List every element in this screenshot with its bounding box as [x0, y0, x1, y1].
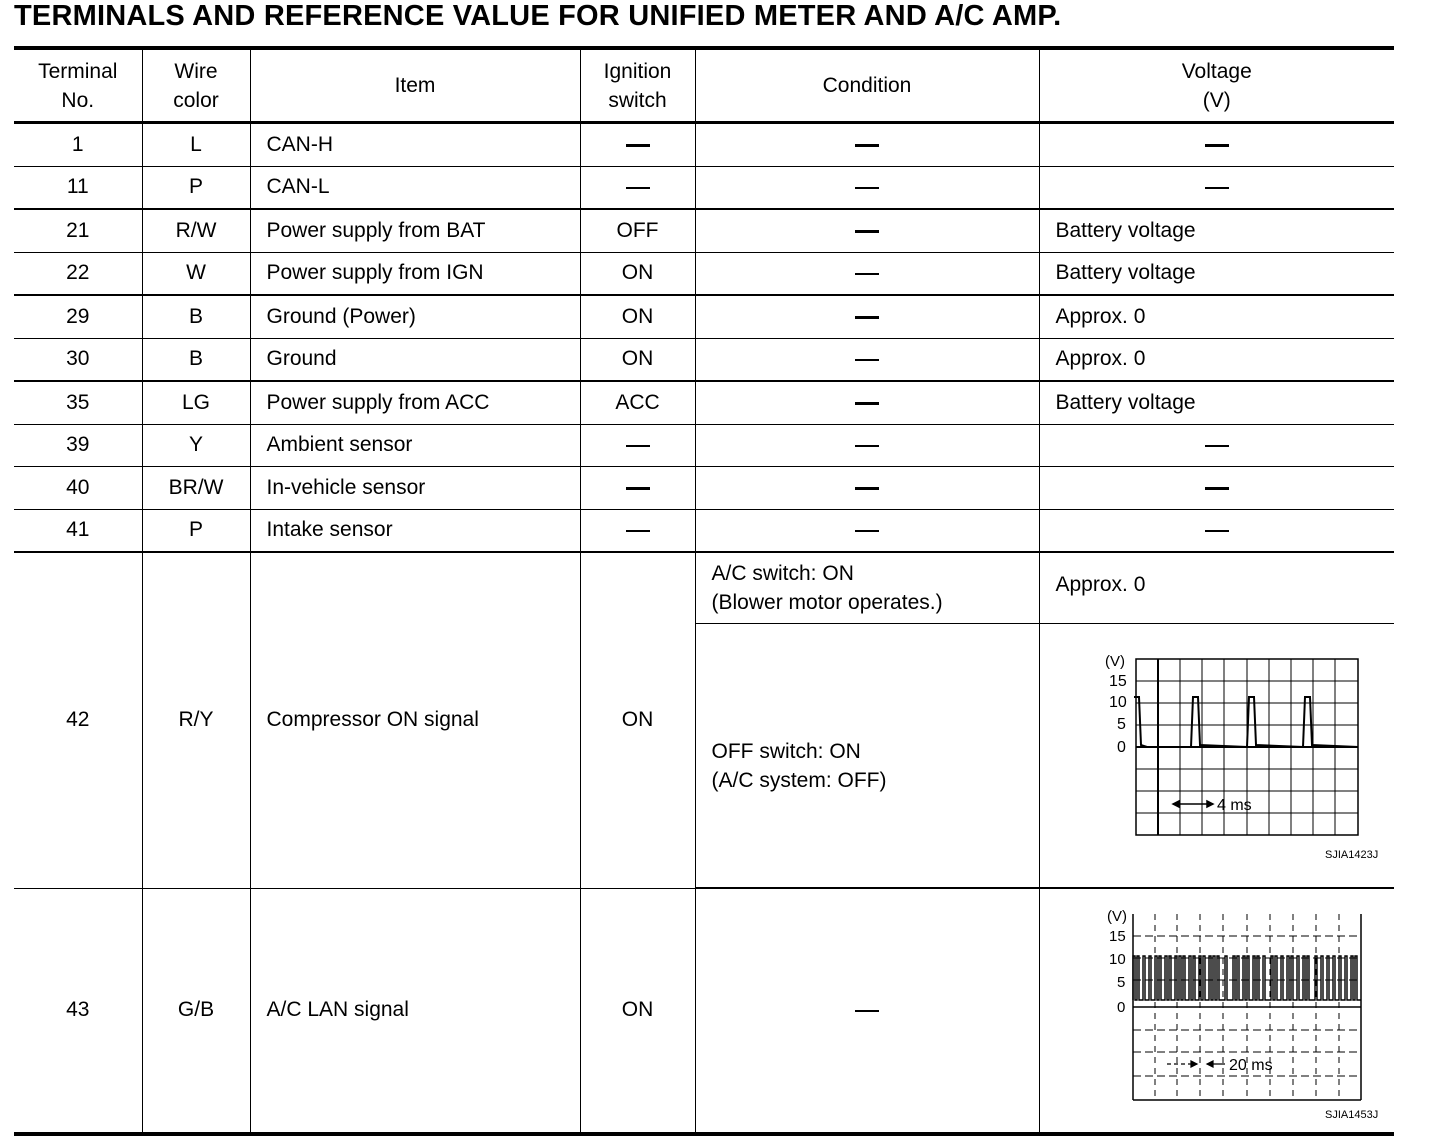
terminal-no: 35: [14, 381, 142, 424]
dash-mark: [855, 187, 879, 189]
item: Intake sensor: [250, 509, 580, 552]
item: Power supply from ACC: [250, 381, 580, 424]
item: Power supply from BAT: [250, 209, 580, 252]
page-title: TERMINALS AND REFERENCE VALUE FOR UNIFIED METER AND A/C AMP.: [14, 0, 1062, 32]
table-row: [14, 252, 1394, 295]
condition: [695, 888, 1039, 1134]
ytick-label: 0: [1116, 738, 1126, 756]
terminal-no: 29: [14, 295, 142, 338]
voltage: Battery voltage: [1039, 381, 1394, 424]
terminal-table: [14, 46, 1394, 1136]
item: Ground: [250, 338, 580, 381]
item: CAN-L: [250, 166, 580, 209]
header-voltage: Voltage (V): [1039, 48, 1394, 123]
table-row: [14, 381, 1394, 424]
ignition: OFF: [580, 209, 695, 252]
condition: [695, 209, 1039, 252]
terminal-no: 11: [14, 166, 142, 209]
item: Ground (Power): [250, 295, 580, 338]
ignition: [580, 123, 695, 167]
item: In-vehicle sensor: [250, 467, 580, 510]
dash-mark: [855, 445, 879, 447]
item: Ambient sensor: [250, 424, 580, 467]
voltage: [1039, 166, 1394, 209]
table-row-42: [14, 552, 1394, 624]
time-marker: [1167, 1061, 1225, 1067]
item: A/C LAN signal: [250, 888, 580, 1134]
table-row: [14, 209, 1394, 252]
voltage: Battery voltage: [1039, 252, 1394, 295]
table-row: [14, 338, 1394, 381]
item: Compressor ON signal: [250, 552, 580, 888]
dash-mark: [1205, 487, 1229, 490]
condition: [695, 338, 1039, 381]
condition: [695, 295, 1039, 338]
wire-color: P: [142, 509, 250, 552]
voltage: Approx. 0: [1039, 338, 1394, 381]
ignition: [580, 467, 695, 510]
wire-color: Y: [142, 424, 250, 467]
signal-trace: [1134, 697, 1358, 747]
header-terminal: Terminal No.: [14, 48, 142, 123]
ytick-label: 10: [1108, 693, 1127, 711]
terminal-no: 41: [14, 509, 142, 552]
wire-color: G/B: [142, 888, 250, 1134]
dash-mark: [855, 402, 879, 405]
dash-mark: [1205, 530, 1229, 532]
table-row: [14, 509, 1394, 552]
dash-mark: [626, 187, 650, 189]
dash-mark: [855, 273, 879, 275]
figure-code: SJIA1453J: [1324, 1109, 1378, 1122]
condition: [695, 123, 1039, 167]
wire-color: L: [142, 123, 250, 167]
header-ignition: Ignition switch: [580, 48, 695, 123]
signal-trace: [1133, 956, 1361, 1000]
ignition: [580, 509, 695, 552]
terminal-no: 22: [14, 252, 142, 295]
figure-code: SJIA1423J: [1324, 848, 1378, 861]
voltage: Approx. 0: [1039, 295, 1394, 338]
ignition: ON: [580, 252, 695, 295]
voltage: [1039, 424, 1394, 467]
item: Power supply from IGN: [250, 252, 580, 295]
wire-color: R/W: [142, 209, 250, 252]
time-label: 4 ms: [1216, 796, 1252, 814]
dash-mark: [626, 144, 650, 147]
unit-label: (V): [1106, 908, 1127, 926]
dash-mark: [855, 530, 879, 532]
terminal-no: 21: [14, 209, 142, 252]
dash-mark: [1205, 445, 1229, 447]
condition-off-switch: OFF switch: ON (A/C system: OFF): [695, 624, 1039, 889]
voltage: [1039, 123, 1394, 167]
header-condition: Condition: [695, 48, 1039, 123]
ytick-label: 5: [1116, 715, 1126, 733]
terminal-no: 42: [14, 552, 142, 888]
table-row: [14, 467, 1394, 510]
condition: [695, 252, 1039, 295]
ignition: ON: [580, 552, 695, 888]
wire-color: LG: [142, 381, 250, 424]
wire-color: BR/W: [142, 467, 250, 510]
table-row: [14, 424, 1394, 467]
ytick-label: 5: [1116, 974, 1126, 992]
dash-mark: [855, 359, 879, 361]
table-row: [14, 166, 1394, 209]
ignition: ON: [580, 888, 695, 1134]
wire-color: B: [142, 338, 250, 381]
dash-mark: [1205, 187, 1229, 189]
ignition: [580, 166, 695, 209]
terminal-no: 40: [14, 467, 142, 510]
dash-mark: [626, 487, 650, 490]
condition: [695, 381, 1039, 424]
terminal-no: 1: [14, 123, 142, 167]
ytick-label: 15: [1108, 672, 1127, 690]
time-marker: [1173, 801, 1213, 807]
dash-mark: [626, 445, 650, 447]
condition: [695, 509, 1039, 552]
wire-color: R/Y: [142, 552, 250, 888]
dash-mark: [855, 487, 879, 490]
unit-label: (V): [1104, 652, 1125, 670]
wire-color: P: [142, 166, 250, 209]
table-row: [14, 123, 1394, 167]
voltage-approx: Approx. 0: [1039, 552, 1394, 624]
dash-mark: [855, 230, 879, 233]
terminal-no: 39: [14, 424, 142, 467]
header-wire-color: Wire color: [142, 48, 250, 123]
ytick-label: 15: [1108, 928, 1126, 946]
condition: [695, 424, 1039, 467]
table-row-43: [14, 888, 1394, 1134]
ytick-label: 10: [1108, 951, 1126, 969]
oscilloscope-waveform-43: [1067, 896, 1378, 1124]
voltage: Battery voltage: [1039, 209, 1394, 252]
time-label: 20 ms: [1228, 1057, 1273, 1075]
dash-mark: [626, 530, 650, 532]
ignition: ON: [580, 338, 695, 381]
ignition: ON: [580, 295, 695, 338]
condition-ac-on: A/C switch: ON (Blower motor operates.): [695, 552, 1039, 624]
dash-mark: [855, 144, 879, 147]
dash-mark: [1205, 144, 1229, 147]
wire-color: B: [142, 295, 250, 338]
wire-color: W: [142, 252, 250, 295]
voltage: [1039, 509, 1394, 552]
waveform-cell-42: [1039, 624, 1394, 889]
ignition: ACC: [580, 381, 695, 424]
voltage: [1039, 467, 1394, 510]
condition: [695, 467, 1039, 510]
oscilloscope-waveform-42: [1067, 642, 1378, 870]
table-row: [14, 295, 1394, 338]
terminal-no: 30: [14, 338, 142, 381]
terminal-no: 43: [14, 888, 142, 1134]
header-item: Item: [250, 48, 580, 123]
dash-mark: [855, 316, 879, 319]
ignition: [580, 424, 695, 467]
item: CAN-H: [250, 123, 580, 167]
condition: [695, 166, 1039, 209]
waveform-cell-43: [1039, 888, 1394, 1134]
header-row: [14, 48, 1394, 123]
ytick-label: 0: [1116, 999, 1126, 1017]
dash-mark: [855, 1010, 879, 1012]
